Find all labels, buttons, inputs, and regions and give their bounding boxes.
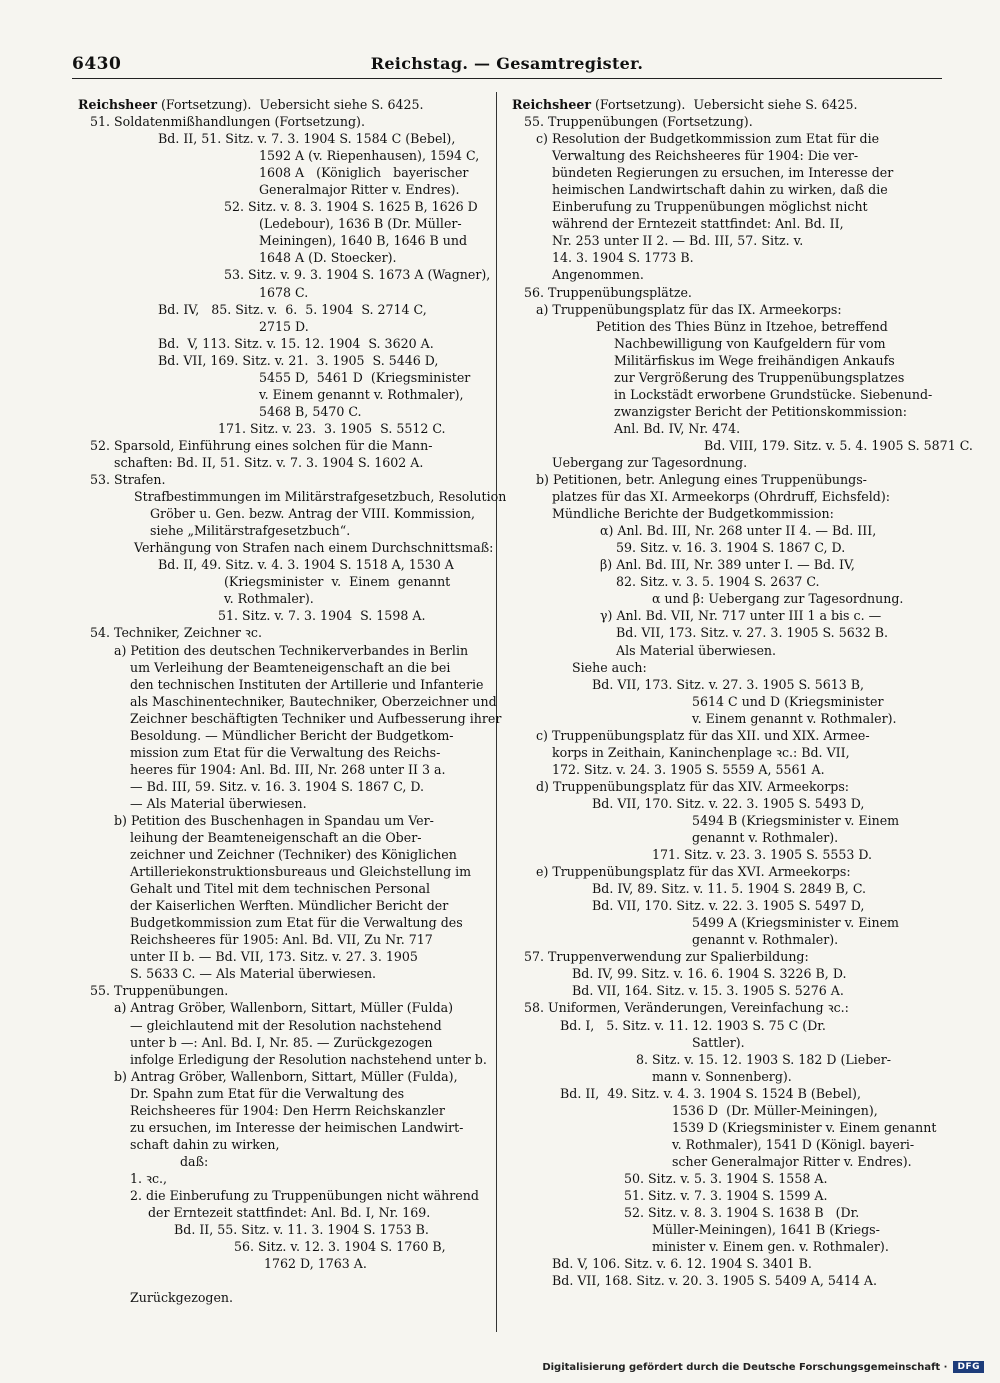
index-line: Bd. IV, 85. Sitz. v. 6. 5. 1904 S. 2714 C, [158, 301, 427, 317]
index-line: b) Petition des Buschenhagen in Spandau um Ver- [114, 812, 434, 828]
index-line: Bd. VII, 170. Sitz. v. 22. 3. 1905 S. 5493 D, [592, 795, 865, 811]
index-line: 50. Sitz. v. 5. 3. 1904 S. 1558 A. [624, 1170, 828, 1186]
index-line: zwanzigster Bericht der Petitionskommission: [614, 403, 907, 419]
index-line: leihung der Beamteneigenschaft an die Ober- [130, 830, 422, 846]
index-line: v. Einem genannt v. Rothmaler), [259, 386, 464, 402]
index-line: Bd. VII, 173. Sitz. v. 27. 3. 1905 S. 5632 B. [616, 625, 889, 641]
index-line: schaft dahin zu wirken, [130, 1136, 280, 1152]
index-line: 59. Sitz. v. 16. 3. 1904 S. 1867 C, D. [616, 540, 846, 556]
index-line: 8. Sitz. v. 15. 12. 1903 S. 182 D (Lieber- [636, 1051, 891, 1067]
index-line: genannt v. Rothmaler). [692, 932, 839, 948]
index-line: Anl. Bd. IV, Nr. 474. [614, 420, 741, 436]
index-line: infolge Erledigung der Resolution nachstehend unter b. [130, 1051, 487, 1067]
index-line: korps in Zeithain, Kaninchenplage ꝛc.: Bd. VII, [552, 744, 850, 760]
index-line: minister v. Einem gen. v. Rothmaler). [652, 1239, 889, 1255]
index-line: 55. Truppenübungen (Fortsetzung). [524, 114, 753, 130]
index-line: 5614 C und D (Kriegsminister [692, 693, 884, 709]
index-line: 82. Sitz. v. 3. 5. 1904 S. 2637 C. [616, 574, 820, 590]
index-line: in Lockstädt erworbene Grundstücke. Siebenund- [614, 386, 933, 402]
index-line: platzes für das XI. Armeekorps (Ohrdruff, Eichsfeld): [552, 489, 890, 505]
index-line: Als Material überwiesen. [616, 642, 777, 658]
index-line: 51. Sitz. v. 7. 3. 1904 S. 1599 A. [624, 1188, 828, 1203]
index-line: Gehalt und Titel mit dem technischen Personal [130, 881, 431, 897]
index-line: 52. Sitz. v. 8. 3. 1904 S. 1638 B (Dr. [624, 1205, 860, 1221]
index-line: 1648 A (D. Stoecker). [259, 250, 397, 266]
index-line: Bd. IV, 99. Sitz. v. 16. 6. 1904 S. 3226 B, D. [572, 966, 847, 982]
index-line: Gröber u. Gen. bezw. Antrag der VIII. Kommission, [150, 506, 476, 522]
index-line: Bd. I, 5. Sitz. v. 11. 12. 1903 S. 75 C (Dr. [560, 1017, 826, 1033]
index-line: mann v. Sonnenberg). [652, 1068, 792, 1084]
index-line: Bd. VII, 164. Sitz. v. 15. 3. 1905 S. 5276 A. [572, 983, 844, 999]
heading-keyword: Reichsheer [512, 97, 591, 112]
index-line: e) Truppenübungsplatz für das XVI. Armeekorps: [536, 864, 851, 880]
running-title: Reichstag. — Gesamtregister. [370, 54, 644, 73]
index-line: Reichsheeres für 1905: Anl. Bd. VII, Zu Nr. 717 [130, 932, 433, 948]
index-line: 5499 A (Kriegsminister v. Einem [692, 915, 899, 931]
index-line: 1. ꝛc., [130, 1170, 168, 1186]
index-line: 171. Sitz. v. 23. 3. 1905 S. 5553 D. [652, 847, 873, 863]
credit-text: Digitalisierung gefördert durch die Deutsche Forschungsgemeinschaft · [542, 1361, 948, 1373]
index-line: 51. Soldatenmißhandlungen (Fortsetzung). [90, 114, 365, 130]
index-line: 2715 D. [259, 318, 309, 334]
index-line: b) Petitionen, betr. Anlegung eines Truppenübungs- [536, 472, 867, 488]
index-line: heimischen Landwirtschaft dahin zu wirken, daß die [552, 182, 888, 198]
index-line: Siehe auch: [572, 659, 647, 675]
page-number: 6430 [72, 54, 122, 74]
page-header [72, 52, 942, 79]
index-line: um Verleihung der Beamteneigenschaft an die bei [130, 659, 451, 675]
index-line: a) Truppenübungsplatz für das IX. Armeekorps: [536, 301, 842, 317]
index-line: Nr. 253 unter II 2. — Bd. III, 57. Sitz. v. [552, 233, 804, 249]
index-line: d) Truppenübungsplatz für das XIV. Armeekorps: [536, 778, 850, 794]
index-line: den technischen Instituten der Artillerie und Infanterie [130, 676, 484, 692]
index-line: Bd. II, 55. Sitz. v. 11. 3. 1904 S. 1753 B. [174, 1222, 429, 1238]
index-line: (Ledebour), 1636 B (Dr. Müller- [259, 216, 462, 232]
index-line: Bd. VII, 170. Sitz. v. 22. 3. 1905 S. 5497 D, [592, 898, 865, 914]
index-line: 5468 B, 5470 C. [259, 403, 362, 419]
index-line: 1762 D, 1763 A. [264, 1256, 367, 1272]
digitization-credit [542, 1361, 984, 1373]
index-line: Militärfiskus im Wege freihändigen Ankaufs [614, 352, 895, 368]
index-line: 57. Truppenverwendung zur Spalierbildung: [524, 949, 809, 965]
index-line: siehe „Militärstrafgesetzbuch“. [150, 523, 351, 539]
index-line: — Als Material überwiesen. [130, 795, 307, 811]
index-line: Angenommen. [552, 267, 644, 283]
index-line: Bd. VII, 169. Sitz. v. 21. 3. 1905 S. 5446 D, [158, 352, 439, 368]
index-line: Reichsheer (Fortsetzung). Uebersicht siehe S. 6425. [512, 97, 858, 112]
index-line: c) Resolution der Budgetkommission zum Etat für die [536, 131, 880, 147]
index-line: Artilleriekonstruktionsbureaus und Gleichstellung im [130, 864, 472, 880]
index-line: 52. Sitz. v. 8. 3. 1904 S. 1625 B, 1626 D [224, 199, 478, 215]
index-line: Strafbestimmungen im Militärstrafgesetzbuch, Resolution [134, 489, 507, 505]
index-line: Nachbewilligung von Kaufgeldern für vom [614, 335, 886, 351]
index-line: 56. Truppenübungsplätze. [524, 284, 692, 300]
index-line: Mündliche Berichte der Budgetkommission: [552, 506, 834, 522]
dfg-logo: DFG [953, 1361, 984, 1373]
index-line: S. 5633 C. — Als Material überwiesen. [130, 966, 377, 982]
index-line: unter b —: Anl. Bd. I, Nr. 85. — Zurückgezogen [130, 1034, 433, 1050]
index-line: α und β: Uebergang zur Tagesordnung. [652, 591, 904, 607]
index-line: 1592 A (v. Riepenhausen), 1594 C, [259, 148, 480, 164]
index-line: Bd. IV, 89. Sitz. v. 11. 5. 1904 S. 2849 B, C. [592, 881, 867, 897]
index-line: v. Rothmaler). [224, 591, 314, 607]
index-line: 54. Techniker, Zeichner ꝛc. [90, 625, 262, 641]
index-line: Einberufung zu Truppenübungen möglichst nicht [552, 199, 868, 215]
index-line [78, 1272, 492, 1289]
index-line: 5455 D, 5461 D (Kriegsminister [259, 369, 471, 385]
index-line: scher Generalmajor Ritter v. Endres). [672, 1153, 912, 1169]
index-line: bündeten Regierungen zu ersuchen, im Interesse der [552, 165, 894, 181]
index-line: 5494 B (Kriegsminister v. Einem [692, 812, 900, 828]
index-line: Bd. VIII, 179. Sitz. v. 5. 4. 1905 S. 5871 C. [704, 437, 973, 453]
index-line: während der Erntezeit stattfindet: Anl. Bd. II, [552, 216, 844, 232]
index-line: Meiningen), 1640 B, 1646 B und [259, 233, 468, 249]
index-line: v. Rothmaler), 1541 D (Königl. bayeri- [672, 1136, 915, 1152]
index-line: heeres für 1904: Anl. Bd. III, Nr. 268 unter II 3 a. [130, 761, 446, 777]
index-line: Reichsheeres für 1904: Den Herrn Reichskanzler [130, 1102, 445, 1118]
index-line: Verwaltung des Reichsheeres für 1904: Die ver- [552, 148, 859, 164]
index-line: genannt v. Rothmaler). [692, 830, 839, 846]
index-line: Zurückgezogen. [130, 1290, 234, 1306]
index-line: Müller-Meiningen), 1641 B (Kriegs- [652, 1222, 880, 1238]
index-line: Bd. II, 49. Sitz. v. 4. 3. 1904 S. 1524 B (Bebel), [560, 1085, 861, 1101]
index-line: zeichner und Zeichner (Techniker) des Königlichen [130, 847, 457, 863]
index-line: a) Petition des deutschen Technikerverbandes in Berlin [114, 642, 469, 658]
index-line: der Kaiserlichen Werften. Mündlicher Bericht der [130, 898, 449, 914]
index-line: Uebergang zur Tagesordnung. [552, 454, 748, 470]
index-line: β) Anl. Bd. III, Nr. 389 unter I. — Bd. IV, [600, 557, 855, 573]
index-line: b) Antrag Gröber, Wallenborn, Sittart, Müller (Fulda), [114, 1068, 458, 1084]
index-line: c) Truppenübungsplatz für das XII. und XIX. Armee- [536, 727, 870, 743]
index-line: v. Einem genannt v. Rothmaler). [692, 710, 897, 726]
index-line: 172. Sitz. v. 24. 3. 1905 S. 5559 A, 5561 A. [552, 761, 825, 777]
right-column [512, 96, 973, 1289]
index-line: 53. Sitz. v. 9. 3. 1904 S. 1673 A (Wagner), [224, 267, 491, 283]
left-column [78, 96, 507, 1306]
index-line: 53. Strafen. [90, 472, 166, 488]
index-line: 56. Sitz. v. 12. 3. 1904 S. 1760 B, [234, 1239, 446, 1255]
index-line: als Maschinentechniker, Bautechniker, Oberzeichner und [130, 693, 497, 709]
index-line: Sattler). [692, 1034, 745, 1050]
index-line: Bd. II, 51. Sitz. v. 7. 3. 1904 S. 1584 C (Bebel), [158, 131, 456, 147]
index-line: unter II b. — Bd. VII, 173. Sitz. v. 27. 3. 1905 [130, 949, 418, 965]
index-line: 55. Truppenübungen. [90, 983, 229, 999]
index-line: — Bd. III, 59. Sitz. v. 16. 3. 1904 S. 1867 C, D. [130, 778, 425, 794]
index-line: Bd. II, 49. Sitz. v. 4. 3. 1904 S. 1518 A, 1530 A [158, 557, 454, 573]
index-line: Bd. V, 113. Sitz. v. 15. 12. 1904 S. 3620 A. [158, 335, 434, 351]
index-line: Zeichner beschäftigten Techniker und Aufbesserung ihrer [130, 710, 502, 726]
index-line: 1539 D (Kriegsminister v. Einem genannt [672, 1119, 937, 1135]
index-line: Bd. VII, 173. Sitz. v. 27. 3. 1905 S. 5613 B, [592, 676, 865, 692]
index-line: mission zum Etat für die Verwaltung des Reichs- [130, 744, 441, 760]
index-line: Petition des Thies Bünz in Itzehoe, betreffend [596, 318, 888, 334]
index-line: 1678 C. [259, 284, 309, 300]
index-line: der Erntezeit stattfindet: Anl. Bd. I, Nr. 169. [148, 1205, 431, 1221]
index-line: (Kriegsminister v. Einem genannt [224, 574, 451, 590]
index-line: Reichsheer (Fortsetzung). Uebersicht siehe S. 6425. [78, 97, 424, 112]
index-line: Bd. V, 106. Sitz. v. 6. 12. 1904 S. 3401 B. [552, 1256, 812, 1272]
index-line: zu ersuchen, im Interesse der heimischen Landwirt- [130, 1119, 464, 1135]
index-line: a) Antrag Gröber, Wallenborn, Sittart, Müller (Fulda) [114, 1000, 454, 1016]
index-line: Budgetkommission zum Etat für die Verwaltung des [130, 915, 463, 931]
index-line: γ) Anl. Bd. VII, Nr. 717 unter III 1 a bis c. — [600, 608, 882, 624]
index-line: schaften: Bd. II, 51. Sitz. v. 7. 3. 1904 S. 1602 A. [114, 454, 424, 470]
index-line: 2. die Einberufung zu Truppenübungen nicht während [130, 1188, 479, 1203]
index-line: 171. Sitz. v. 23. 3. 1905 S. 5512 C. [218, 420, 446, 436]
index-line: 1536 D (Dr. Müller-Meiningen), [672, 1102, 878, 1118]
index-line: daß: [180, 1153, 209, 1169]
heading-keyword: Reichsheer [78, 97, 157, 112]
index-line: Bd. VII, 168. Sitz. v. 20. 3. 1905 S. 5409 A, 5414 A. [552, 1273, 877, 1289]
index-line: Verhängung von Strafen nach einem Durchschnittsmaß: [134, 540, 494, 556]
index-line: 51. Sitz. v. 7. 3. 1904 S. 1598 A. [218, 608, 426, 624]
index-line: zur Vergrößerung des Truppenübungsplatzes [614, 369, 905, 385]
index-line: Besoldung. — Mündlicher Bericht der Budgetkom- [130, 727, 454, 743]
index-line: — gleichlautend mit der Resolution nachstehend [130, 1017, 442, 1033]
index-line: Generalmajor Ritter v. Endres). [259, 182, 460, 198]
index-line: 14. 3. 1904 S. 1773 B. [552, 250, 694, 266]
index-line: α) Anl. Bd. III, Nr. 268 unter II 4. — Bd. III, [600, 523, 877, 539]
index-line: 52. Sparsold, Einführung eines solchen für die Mann- [90, 437, 433, 453]
index-line: 1608 A (Königlich bayerischer [259, 165, 469, 181]
index-line: Dr. Spahn zum Etat für die Verwaltung des [130, 1085, 405, 1101]
index-line: 58. Uniformen, Veränderungen, Vereinfachung ꝛc.: [524, 1000, 849, 1016]
